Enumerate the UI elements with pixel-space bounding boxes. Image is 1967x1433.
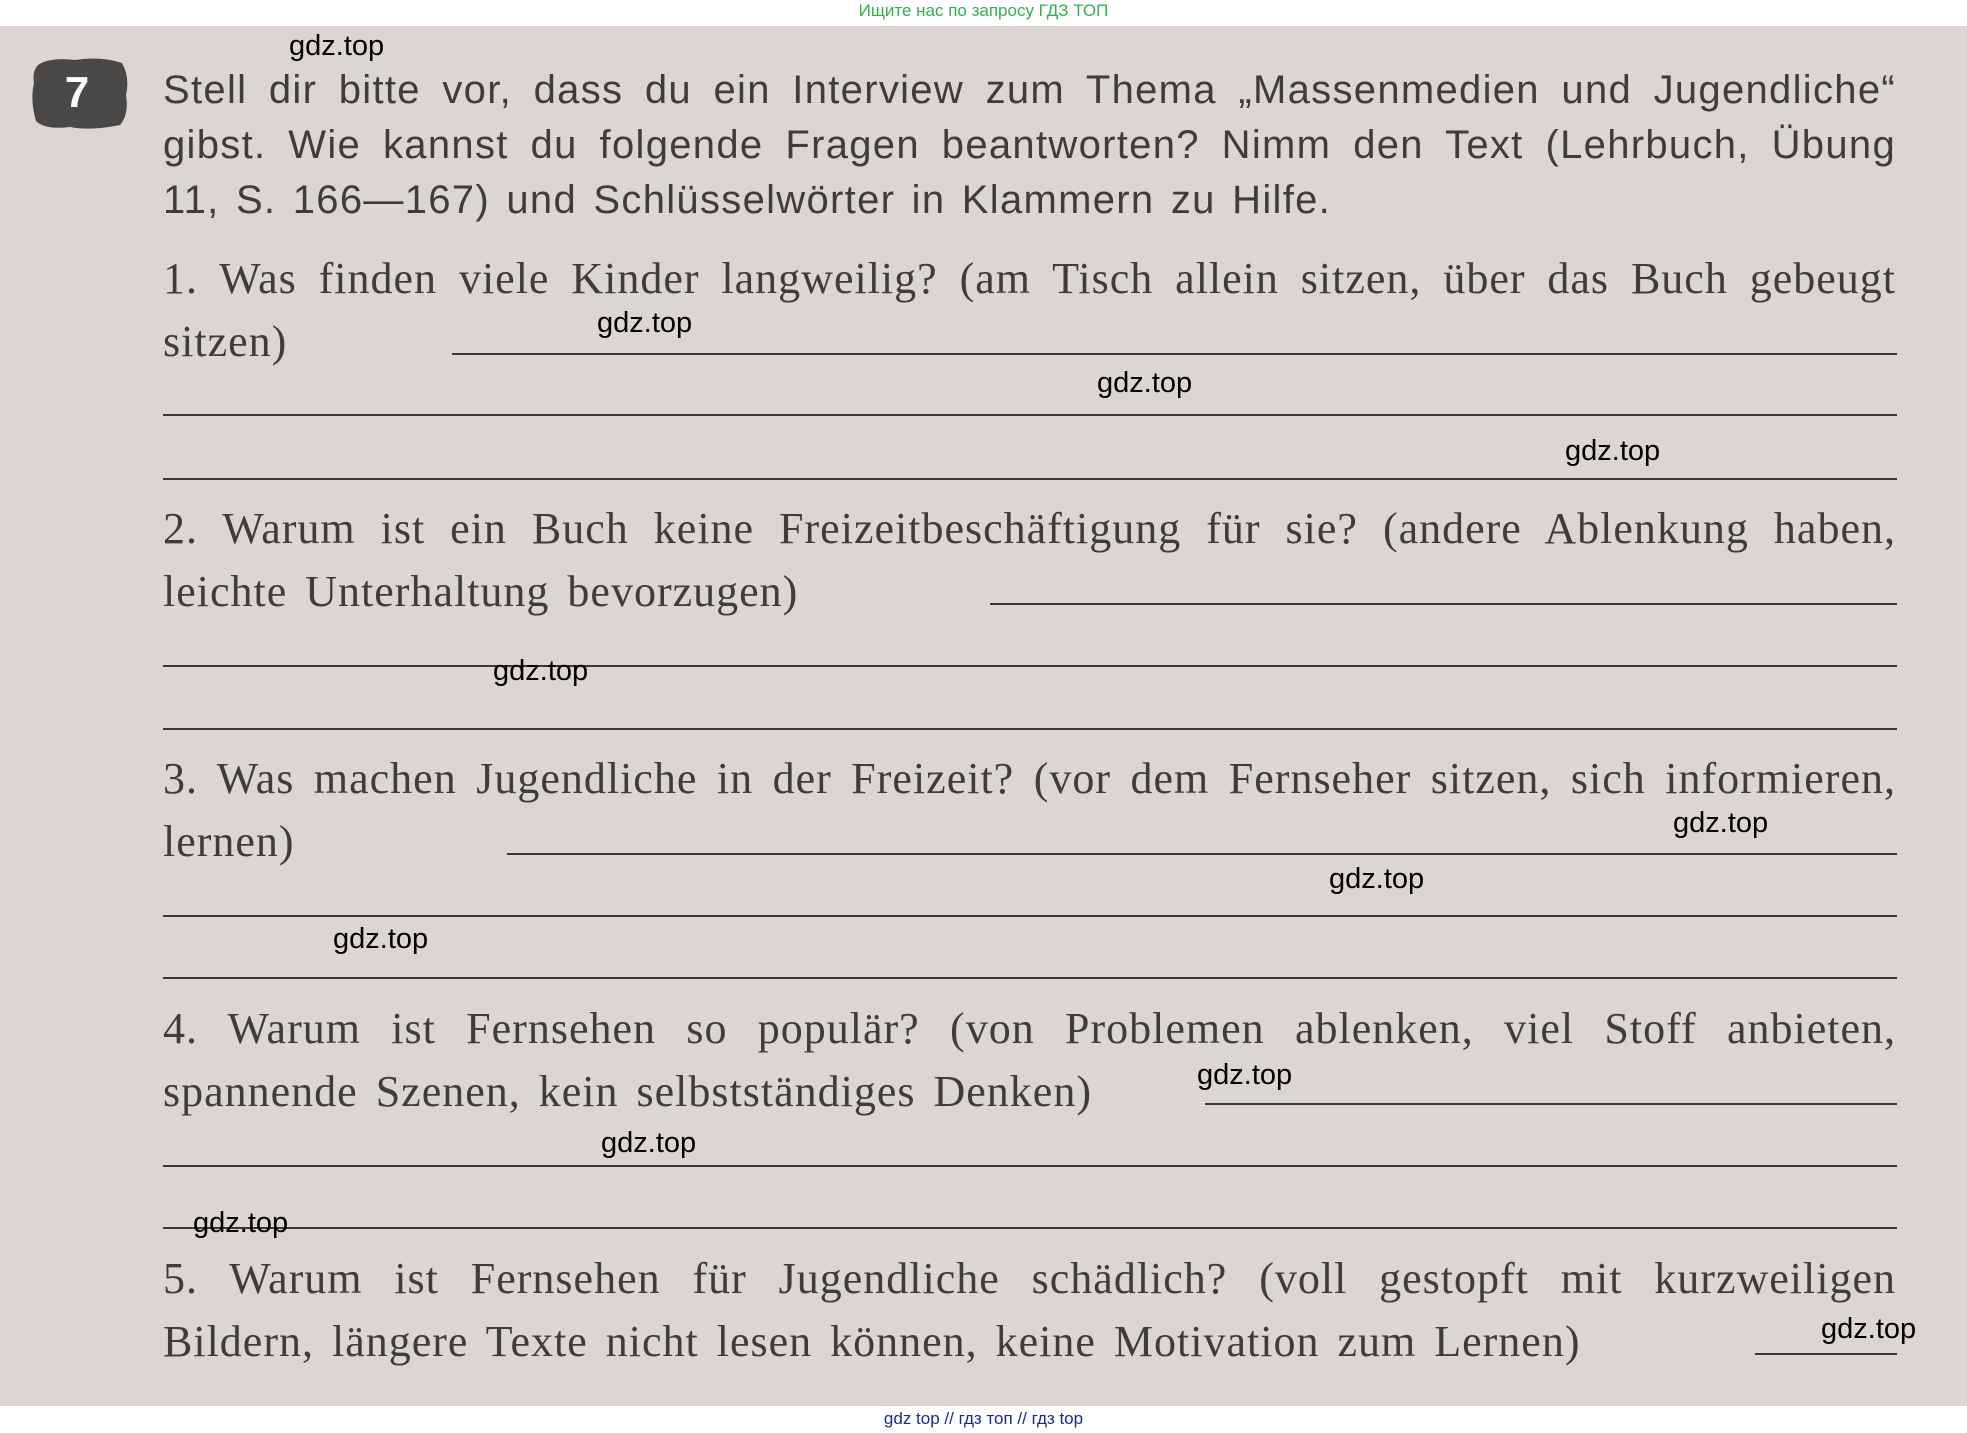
question-5: 5. Warum ist Fernsehen für Jugendliche schädlich? (voll gestopft mit kurzweiligen Bildern, längere Texte nicht lesen können, keine Motivation zum Lernen) bbox=[163, 1254, 1896, 1366]
watermark: gdz.top bbox=[1821, 1313, 1917, 1345]
watermark: gdz.top bbox=[1565, 435, 1661, 467]
answer-line-3c[interactable] bbox=[163, 977, 1897, 979]
top-banner: Ищите нас по запросу ГДЗ ТОП bbox=[858, 1, 1109, 20]
watermark: gdz.top bbox=[597, 307, 693, 339]
answer-line-1a[interactable] bbox=[452, 353, 1897, 355]
watermark: gdz.top bbox=[1673, 807, 1769, 839]
watermark: gdz.top bbox=[193, 1207, 289, 1239]
exercise-number-badge bbox=[30, 55, 130, 130]
watermark: gdz.top bbox=[333, 923, 429, 955]
answer-line-3a[interactable] bbox=[507, 853, 1897, 855]
footer-links: gdz top // гдз топ // гдз top bbox=[883, 1409, 1084, 1428]
answer-line-4b[interactable] bbox=[163, 1165, 1897, 1167]
watermark: gdz.top bbox=[1329, 863, 1425, 895]
watermark: gdz.top bbox=[601, 1127, 697, 1159]
answer-line-1c[interactable] bbox=[163, 478, 1897, 480]
question-2: 2. Warum ist ein Buch keine Freizeitbeschäftigung für sie? (andere Ablenkung haben, leichte Unterhaltung bevorzugen) bbox=[163, 504, 1896, 616]
answer-line-1b[interactable] bbox=[163, 414, 1897, 416]
question-1: 1. Was finden viele Kinder langweilig? (am Tisch allein sitzen, über das Buch gebeugt sitzen) bbox=[163, 254, 1896, 366]
watermark: gdz.top bbox=[1097, 367, 1193, 399]
question-3: 3. Was machen Jugendliche in der Freizeit? (vor dem Fernseher sitzen, sich informieren, lernen) bbox=[163, 754, 1896, 866]
answer-line-4a[interactable] bbox=[1205, 1103, 1897, 1105]
badge-shape bbox=[30, 55, 130, 130]
answer-line-4c[interactable] bbox=[163, 1227, 1897, 1229]
answer-line-5a[interactable] bbox=[1755, 1353, 1897, 1355]
watermark: gdz.top bbox=[289, 30, 385, 62]
answer-line-3b[interactable] bbox=[163, 915, 1897, 917]
watermark: gdz.top bbox=[493, 655, 589, 687]
answer-line-2a[interactable] bbox=[990, 603, 1897, 605]
workbook-page bbox=[0, 26, 1967, 1406]
answer-line-2c[interactable] bbox=[163, 728, 1897, 730]
exercise-number: 7 bbox=[64, 68, 90, 117]
watermark: gdz.top bbox=[1197, 1059, 1293, 1091]
question-4: 4. Warum ist Fernsehen so populär? (von Problemen ablenken, viel Stoff anbieten, spannende Szenen, kein selbstständiges Denken) bbox=[163, 1004, 1896, 1116]
answer-line-2b[interactable] bbox=[163, 665, 1897, 667]
exercise-instruction: Stell dir bitte vor, dass du ein Interview zum Thema „Massenmedien und Jugendliche“ gibst. Wie kannst du folgende Fragen beantworten? Nimm den Text (Lehrbuch, Übung 11, S. 166—167) und Schlüsselwörter in Klammern zu Hilfe. bbox=[163, 68, 1896, 222]
